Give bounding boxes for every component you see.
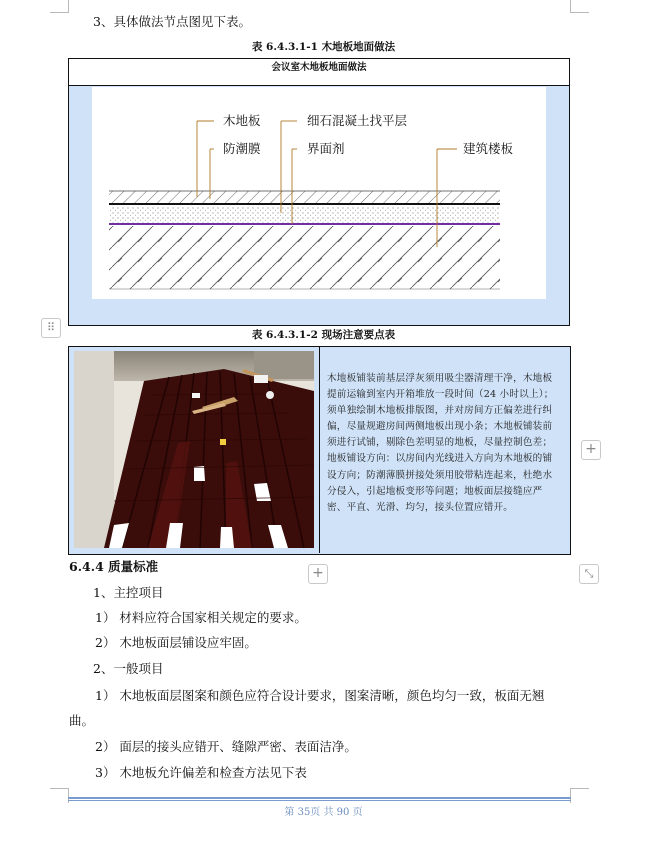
- intro-line: 3、具体做法节点图见下表。: [93, 14, 251, 29]
- crop-mark-top-left: [50, 0, 69, 13]
- list-item: 3） 木地板允许偏差和检查方法见下表: [95, 765, 307, 780]
- resize-icon[interactable]: ⤡: [579, 564, 599, 584]
- wood-floor-layer: [109, 191, 500, 203]
- label-moisture-film: 防潮膜: [223, 141, 261, 156]
- label-building-slab: 建筑楼板: [463, 141, 514, 156]
- table2-caption: 表 6.4.3.1-2 现场注意要点表: [251, 329, 396, 341]
- list-item: 1、主控项目: [93, 585, 164, 600]
- table2-photo-cell: [69, 347, 320, 553]
- crop-mark-top-right: [570, 0, 589, 13]
- list-item: 2、一般项目: [93, 661, 164, 676]
- footer-rule: [68, 797, 571, 799]
- fine-concrete-layer: [109, 206, 500, 223]
- list-item: 1） 材料应符合国家相关规定的要求。: [95, 610, 307, 625]
- footer-rule-thin: [68, 800, 571, 801]
- table1: [68, 58, 570, 326]
- table1-caption: 表 6.4.3.1-1 木地板地面做法: [251, 41, 396, 53]
- drag-handle-icon[interactable]: ⠿: [41, 318, 61, 338]
- table2-note: 木地板铺装前基层浮灰须用吸尘器清理干净，木地板提前运输到室内开箱堆放一段时间（24 小时以上）；须单独绘制木地板排版图，并对房间方正偏差进行纠偏，尽量规避房间两侧地板出现小条；木地板铺装前须进行试铺，剔除色差明显的地板，尽量控制色差；地板铺设方向：以房间内光线进入方向为木地板的铺设方向；防潮薄膜拼接处须用胶带粘连起来，杜绝水分侵入，引起地板变形等问题；地板面层接缝应严密、平直、光滑、均匀，接头位置应错开。: [327, 373, 554, 513]
- list-item: 1） 木地板面层图案和颜色应符合设计要求，图案清晰，颜色均匀一致，板面无翘: [95, 688, 545, 703]
- list-item: 2） 面层的接头应错开、缝隙严密、表面洁净。: [95, 739, 357, 754]
- add-row-button[interactable]: +: [308, 564, 328, 584]
- crop-mark-bottom-left: [50, 788, 69, 803]
- list-item: 2） 木地板面层铺设应牢固。: [95, 635, 257, 650]
- label-interface-agent: 界面剂: [307, 141, 345, 156]
- wood-floor-photo: [74, 351, 314, 548]
- label-fine-concrete: 细石混凝土找平层: [307, 113, 408, 128]
- table1-header: 会议室木地板地面做法: [69, 59, 569, 86]
- floor-section-drawing: [92, 87, 546, 299]
- add-column-button[interactable]: +: [581, 440, 601, 460]
- label-wood-floor: 木地板: [223, 113, 261, 128]
- building-slab-layer: [109, 226, 500, 289]
- table2: [68, 346, 571, 555]
- page-number: 第 35页 共 90 页: [284, 807, 363, 818]
- list-item: 曲。: [69, 713, 95, 728]
- section-heading: 6.4.4 质量标准: [69, 559, 159, 574]
- crop-mark-bottom-right: [570, 788, 589, 803]
